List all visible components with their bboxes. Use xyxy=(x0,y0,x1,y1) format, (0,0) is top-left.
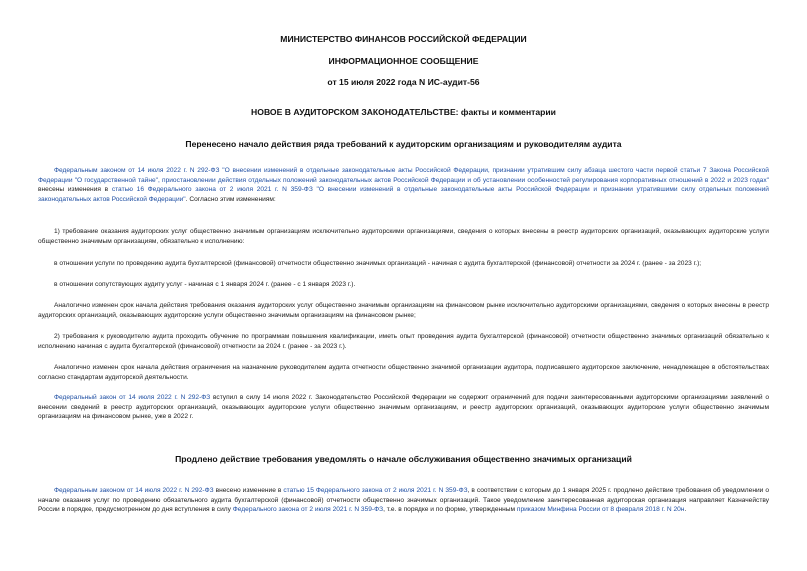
section2-paragraph-1 xyxy=(38,486,769,515)
section1-paragraph-6: 2) требования к руководителю аудита проходить обучение по программам повышения квалификации, иметь опыт проведения аудита бухгалтерской (финансовой) отчетности общественно значимых организаций обязательно к исполнению начиная с аудита бухгалтерской (финансовой) отчетности за 2024 г. (ранее - за 2023 г.). xyxy=(38,333,769,350)
law-292-fz-link[interactable]: Федеральным законом от 14 июля 2022 г. N 292-ФЗ xyxy=(54,487,214,494)
section1-paragraph-2: 1) требование оказания аудиторских услуг общественно значимым организациям исключительно аудиторскими организациями, сведения о которых внесены в реестр аудиторских организаций, оказывающих аудиторские услуги общественно значимым организациям, обязательно к исполнению: xyxy=(38,228,769,245)
section1-paragraph-5: Аналогично изменен срок начала действия требования оказания аудиторских услуг общественно значимым организациям на финансовом рынке исключительно аудиторскими организациями, сведения о которых внесены в реестр аудиторских организаций, оказывающих аудиторские услуги общественно значимым организациям на финансовом рынке; xyxy=(38,302,769,319)
text: . Согласно этим изменениям: xyxy=(185,195,276,203)
document-type: ИНФОРМАЦИОННОЕ СООБЩЕНИЕ xyxy=(328,56,479,66)
section1-paragraph-7: Аналогично изменен срок начала действия ограничения на назначение руководителем аудита отчетности общественно значимой организации аудитора, подписавшего аудиторское заключение, ненадлежащее в обстоятельствах согласно стандартам аудиторской деятельности. xyxy=(38,364,769,381)
text: , т.е. в порядке и по форме, утвержденным xyxy=(383,506,517,514)
section2-heading: Продлено действие требования уведомлять о начале обслуживания общественно значимых организаций xyxy=(175,454,632,464)
law-359-fz-link[interactable]: Федерального закона от 2 июля 2021 г. N 359-ФЗ xyxy=(232,506,384,514)
text: вступил в силу 14 июля 2022 г. Законодательство Российской Федерации не содержит ограничений для подачи заинтересованными аудиторскими организациями заявлений о внесении сведений в реестр аудиторских организаций, оказывающих аудиторские услуги общественно значимым организациям, и реестр аудиторских организаций, оказывающих аудиторские услуги общественно значимым организациям на финансовом рынке, уже в 2022 г. xyxy=(38,394,769,421)
minfin-order-20n-link[interactable]: приказом Минфина России от 8 февраля 2018 г. N 20н xyxy=(516,506,685,514)
text: внесено изменение в xyxy=(213,487,284,494)
section1-paragraph-3: в отношении услуги по проведению аудита бухгалтерской (финансовой) отчетности общественно значимых организаций - начиная с аудита бухгалтерской (финансовой) отчетности за 2024 г. (ранее - за 2023 г.); xyxy=(54,260,702,267)
ministry-heading: МИНИСТЕРСТВО ФИНАНСОВ РОССИЙСКОЙ ФЕДЕРАЦИИ xyxy=(280,34,527,44)
text: внесены изменения в xyxy=(38,186,112,194)
section1-paragraph-4: в отношении сопутствующих аудиту услуг - начиная с 1 января 2024 г. (ранее - с 1 января 2023 г.). xyxy=(54,281,356,288)
law-359-fz-article16-link[interactable]: статью 16 Федерального закона от 2 июля 2021 г. N 359-ФЗ "О внесении изменений в отдельные законодательные акты Российской Федерации и признании утратившими силу отдельных положений законодательных актов Российской Федерации" xyxy=(38,186,769,203)
section1-heading: Перенесено начало действия ряда требований к аудиторским организациям и руководителям аудита xyxy=(185,139,622,149)
main-title: НОВОЕ В АУДИТОРСКОМ ЗАКОНОДАТЕЛЬСТВЕ: факты и комментарии xyxy=(251,107,556,117)
law-359-fz-article15-link[interactable]: статью 15 Федерального закона от 2 июля 2021 г. N 359-ФЗ xyxy=(283,487,468,494)
text: . xyxy=(684,506,687,514)
law-292-fz-link[interactable]: Федеральный закон от 14 июля 2022 г. N 292-ФЗ xyxy=(54,394,211,401)
document-date-number: от 15 июля 2022 года N ИС-аудит-56 xyxy=(327,77,480,87)
text: , в соответствии с которым до 1 января 2025 г. продлено действие требования об уведомлении о начале оказания услуг по проведению обязательного аудита бухгалтерской (финансовой) отчетности общественно значимых организаций. Такое уведомление заинтересованная аудиторская организация направляет Казначейству России в порядке, предусмотренном до дня вступления в силу xyxy=(38,487,769,514)
section1-paragraph-8 xyxy=(38,393,769,422)
law-292-fz-link[interactable]: Федеральным законом от 14 июля 2022 г. N 292-ФЗ "О внесении изменений в отдельные законодательные акты Российской Федерации, признании утратившим силу абзаца шестого части первой статьи 7 Закона Российской Федерации "О государственной тайне", приостановлении действия отдельных положений законодательных актов Российской Федерации и об установлении особенностей регулирования корпоративных отношений в 2022 и 2023 годах" xyxy=(38,167,769,184)
section1-paragraph-1 xyxy=(38,166,769,204)
